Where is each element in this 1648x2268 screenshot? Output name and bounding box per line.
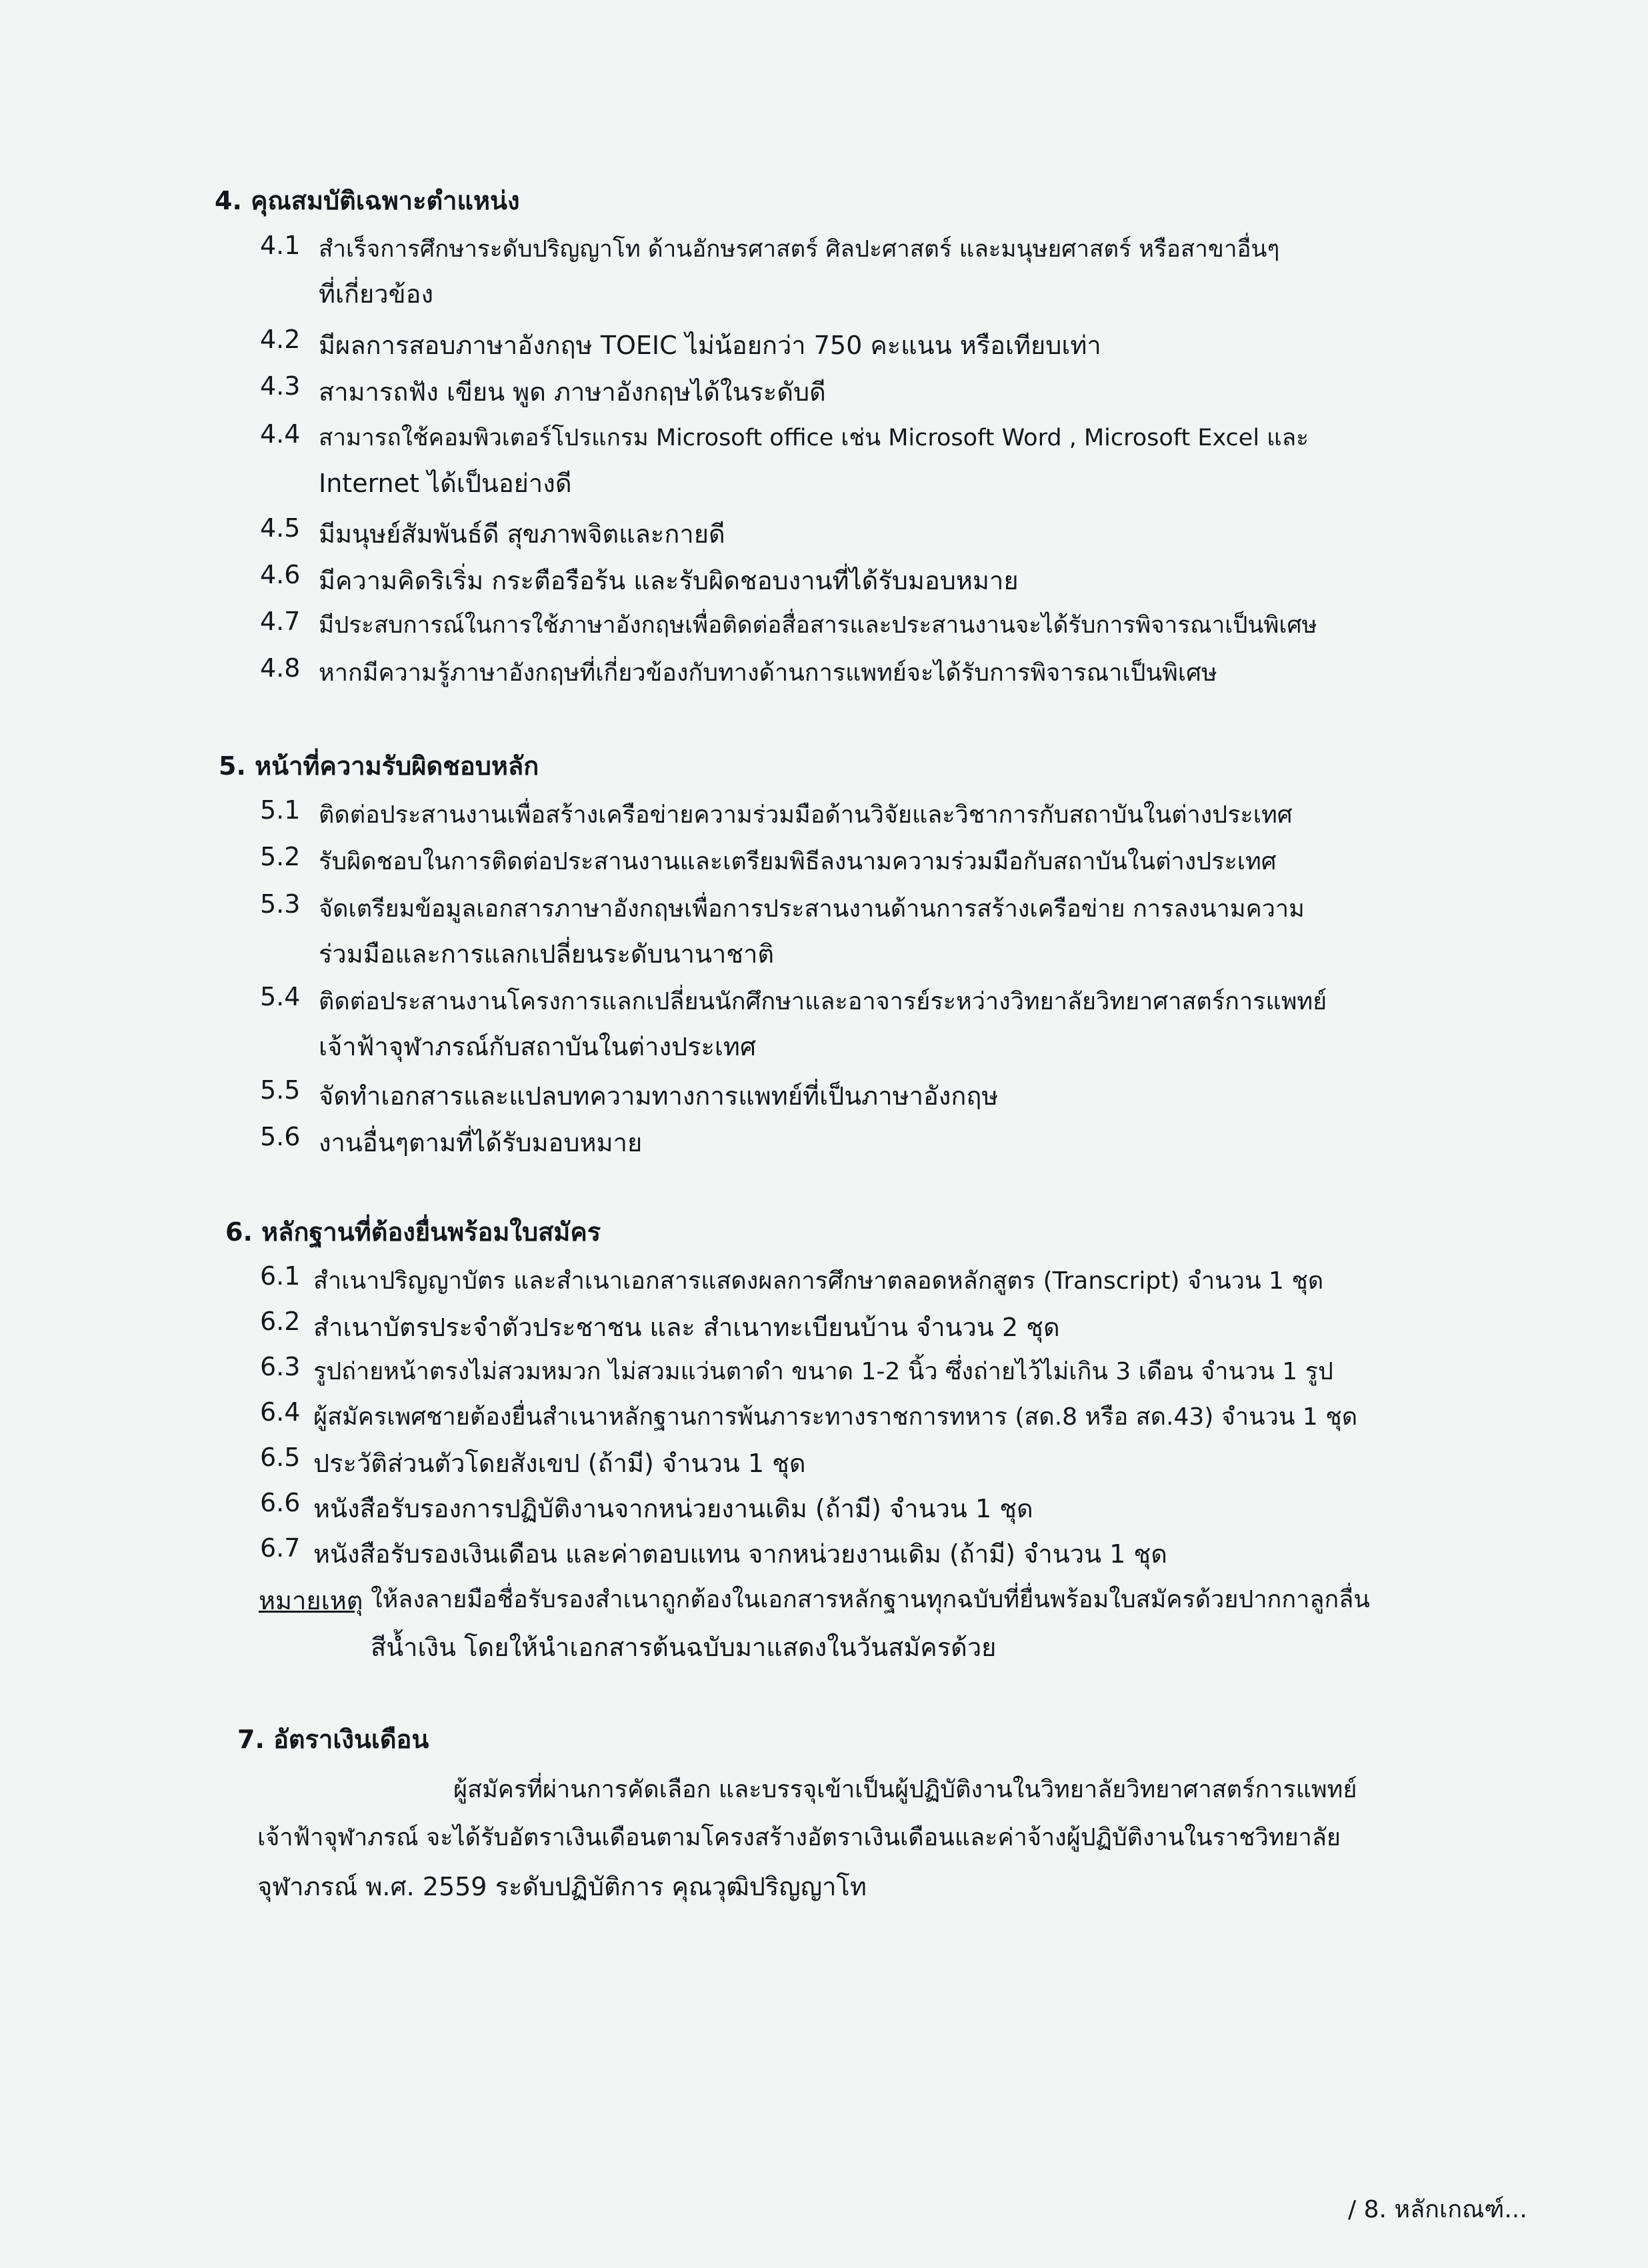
item-text: รูปถ่ายหน้าตรงไม่สวมหมวก ไม่สวมแว่นตาดำ ขนาด 1-2 นิ้ว ซึ่งถ่ายไว้ไม่เกิน 3 เดือน จำนวน 1 รูป <box>313 1358 1333 1385</box>
item-number: 4.2 <box>260 325 301 354</box>
note-label: หมายเหตุ <box>259 1586 363 1615</box>
item-number: 6.7 <box>260 1533 301 1563</box>
item-text: จัดทำเอกสารและแปลบทความทางการแพทย์ที่เป็นภาษาอังกฤษ <box>319 1081 999 1111</box>
item-text: สำเนาปริญญาบัตร และสำเนาเอกสารแสดงผลการศึกษาตลอดหลักสูตร (Transcript) จำนวน 1 ชุด <box>313 1267 1324 1295</box>
item-text-continued: เจ้าฟ้าจุฬาภรณ์กับสถาบันในต่างประเทศ <box>319 1032 757 1061</box>
item-number: 4.7 <box>260 607 301 636</box>
continuation-footer: / 8. หลักเกณฑ์... <box>1348 2196 1527 2223</box>
item-number: 4.5 <box>260 513 301 543</box>
note-text: ให้ลงลายมือชื่อรับรองสำเนาถูกต้องในเอกสารหลักฐานทุกฉบับที่ยื่นพร้อมใบสมัครด้วยปากกาลูกลื่น <box>371 1586 1370 1613</box>
item-text: ประวัติส่วนตัวโดยสังเขป (ถ้ามี) จำนวน 1 ชุด <box>313 1449 806 1478</box>
item-number: 4.6 <box>260 560 301 589</box>
note-text-continued: สีน้ำเงิน โดยให้นำเอกสารต้นฉบับมาแสดงในวันสมัครด้วย <box>371 1633 997 1662</box>
item-text: สำเร็จการศึกษาระดับปริญญาโท ด้านอักษรศาสตร์ ศิลปะศาสตร์ และมนุษยศาสตร์ หรือสาขาอื่นๆ <box>319 236 1280 263</box>
item-text: หนังสือรับรองเงินเดือน และค่าตอบแทน จากหน่วยงานเดิม (ถ้ามี) จำนวน 1 ชุด <box>313 1539 1167 1569</box>
item-number: 5.6 <box>260 1122 301 1151</box>
item-text: มีความคิดริเริ่ม กระตือรือร้น และรับผิดชอบงานที่ได้รับมอบหมาย <box>319 566 1019 595</box>
item-number: 6.3 <box>260 1352 301 1381</box>
item-text: สามารถฟัง เขียน พูด ภาษาอังกฤษได้ในระดับดี <box>319 377 826 407</box>
item-number: 6.1 <box>260 1261 301 1291</box>
item-text-continued: ร่วมมือและการแลกเปลี่ยนระดับนานาชาติ <box>319 939 775 969</box>
item-number: 5.4 <box>260 982 301 1011</box>
item-number: 5.5 <box>260 1075 301 1105</box>
item-text: จัดเตรียมข้อมูลเอกสารภาษาอังกฤษเพื่อการประสานงานด้านการสร้างเครือข่าย การลงนามความ <box>319 895 1305 923</box>
item-text: มีประสบการณ์ในการใช้ภาษาอังกฤษเพื่อติดต่อสื่อสารและประสานงานจะได้รับการพิจารณาเป็นพิเศษ <box>319 612 1317 639</box>
item-number: 6.5 <box>260 1443 301 1472</box>
item-number: 4.1 <box>260 231 301 260</box>
item-number: 4.8 <box>260 653 301 683</box>
item-number: 5.1 <box>260 795 301 825</box>
section-4-title: 4. คุณสมบัติเฉพาะตำแหน่ง <box>215 186 520 215</box>
section-5-title: 5. หน้าที่ความรับผิดชอบหลัก <box>219 751 539 781</box>
item-text: มีมนุษย์สัมพันธ์ดี สุขภาพจิตและกายดี <box>319 519 725 549</box>
item-number: 4.4 <box>260 419 301 449</box>
item-number: 4.3 <box>260 371 301 401</box>
paragraph-line: ผู้สมัครที่ผ่านการคัดเลือก และบรรจุเข้าเป็นผู้ปฏิบัติงานในวิทยาลัยวิทยาศาสตร์การแพทย์ <box>453 1776 1357 1803</box>
item-number: 6.2 <box>260 1307 301 1336</box>
item-number: 6.4 <box>260 1397 301 1427</box>
item-text: หนังสือรับรองการปฏิบัติงานจากหน่วยงานเดิม (ถ้ามี) จำนวน 1 ชุด <box>313 1494 1033 1523</box>
paragraph-line: เจ้าฟ้าจุฬาภรณ์ จะได้รับอัตราเงินเดือนตามโครงสร้างอัตราเงินเดือนและค่าจ้างผู้ปฏิบัติงานในราชวิทยาลัย <box>257 1824 1341 1851</box>
item-number: 6.6 <box>260 1488 301 1517</box>
paragraph-line: จุฬาภรณ์ พ.ศ. 2559 ระดับปฏิบัติการ คุณวุฒิปริญญาโท <box>257 1872 867 1901</box>
item-text: งานอื่นๆตามที่ได้รับมอบหมาย <box>319 1128 643 1157</box>
item-text-continued: ที่เกี่ยวข้อง <box>319 279 434 309</box>
item-text: สำเนาบัตรประจำตัวประชาชน และ สำเนาทะเบียนบ้าน จำนวน 2 ชุด <box>313 1313 1060 1342</box>
item-text: ติดต่อประสานงานเพื่อสร้างเครือข่ายความร่วมมือด้านวิจัยและวิชาการกับสถาบันในต่างประเทศ <box>319 801 1293 829</box>
item-text: หากมีความรู้ภาษาอังกฤษที่เกี่ยวข้องกับทางด้านการแพทย์จะได้รับการพิจารณาเป็นพิเศษ <box>319 659 1217 687</box>
section-7-title: 7. อัตราเงินเดือน <box>237 1725 429 1754</box>
item-number: 5.3 <box>260 889 301 919</box>
item-text: มีผลการสอบภาษาอังกฤษ TOEIC ไม่น้อยกว่า 750 คะแนน หรือเทียบเท่า <box>319 331 1101 360</box>
item-text-continued: Internet ได้เป็นอย่างดี <box>319 469 572 498</box>
item-text: ผู้สมัครเพศชายต้องยื่นสำเนาหลักฐานการพ้นภาระทางราชการทหาร (สด.8 หรือ สด.43) จำนวน 1 ชุด <box>313 1403 1358 1431</box>
item-number: 5.2 <box>260 842 301 871</box>
item-text: สามารถใช้คอมพิวเตอร์โปรแกรม Microsoft office เช่น Microsoft Word , Microsoft Excel และ <box>319 425 1309 451</box>
section-6-title: 6. หลักฐานที่ต้องยื่นพร้อมใบสมัคร <box>225 1217 601 1247</box>
item-text: รับผิดชอบในการติดต่อประสานงานและเตรียมพิธีลงนามความร่วมมือกับสถาบันในต่างประเทศ <box>319 848 1277 875</box>
item-text: ติดต่อประสานงานโครงการแลกเปลี่ยนนักศึกษาและอาจารย์ระหว่างวิทยาลัยวิทยาศาสตร์การแพทย์ <box>319 988 1327 1015</box>
